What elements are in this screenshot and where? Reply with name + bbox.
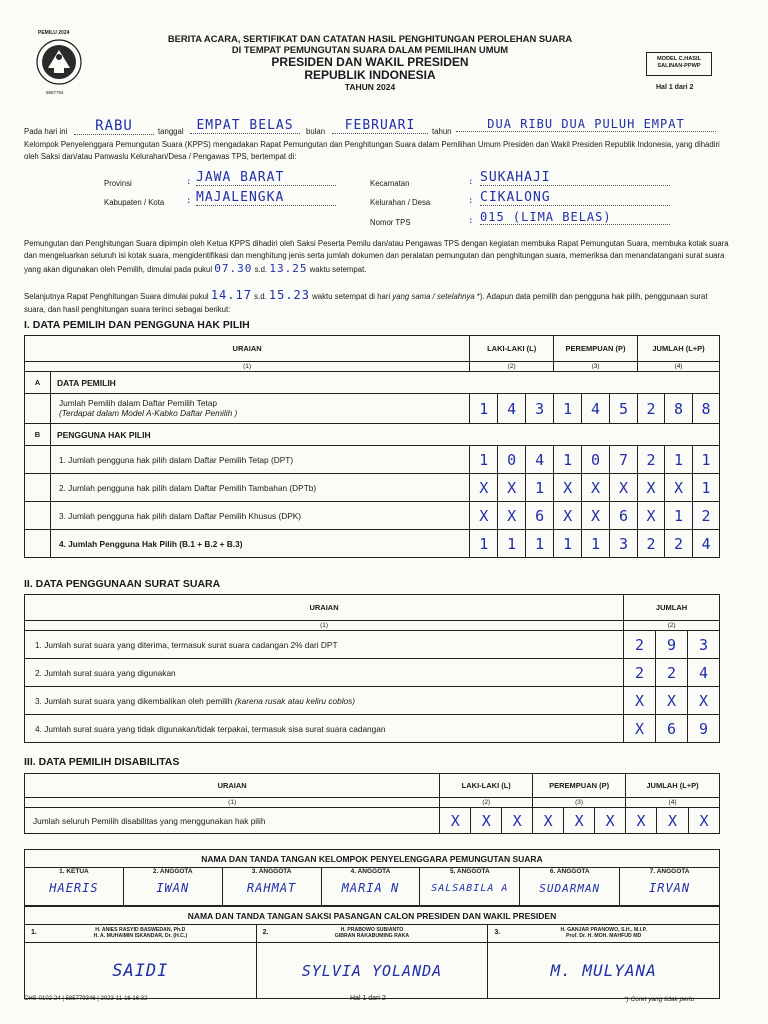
- kpps-signature: IWAN: [156, 881, 190, 895]
- digit-cell: 6: [610, 502, 638, 530]
- s1-a1-line2: (Terdapat dalam Model A-Kabko Daftar Pemilih ): [58, 407, 238, 418]
- digit-cell: 1: [554, 530, 582, 558]
- table-row: [25, 687, 720, 715]
- kpps-role: 5. ANGGOTA: [449, 868, 490, 875]
- saksi-no-2: 2.: [262, 929, 269, 936]
- body-p1-text: Pemungutan dan Penghitungan Suara dipimpin oleh Ketua KPPS dihadiri oleh Saksi Peserta Pemilu dan/atau Pengawas TPS dengan kegiatan membuka Rapat Pemungutan Suara, membuka kotak suara dan mengeluarkan seluruh isi kotak suara, mengidentifikasi dan menghitung jenis serta jumlah dokumen dan peralatan pemungutan dan penghitungan suara, memeriksa dan menandatangani surat suara yang akan digunakan oleh Pemilih, dimulai pada pukul: [24, 239, 729, 275]
- saksi-c2-a: H. PRABOWO SUBIANTO: [340, 926, 404, 933]
- s3-n3: (3): [533, 798, 626, 808]
- s1-a-letter: A: [25, 372, 51, 394]
- kpu-logo: [30, 30, 88, 100]
- digit-cell: X: [638, 474, 665, 502]
- digit-cell: 1: [692, 446, 719, 474]
- kpps-signature: MARIA N: [341, 881, 400, 895]
- count-end: 15.23: [268, 288, 310, 302]
- s1-h-l: LAKI-LAKI (L): [470, 336, 554, 362]
- tahun-value: DUA RIBU DUA PULUH EMPAT: [456, 117, 716, 132]
- kpps-signature: SALSABILA A: [431, 883, 509, 894]
- digit-cell: X: [664, 474, 692, 502]
- s1-n2: (2): [470, 362, 554, 372]
- s3-h-j: JUMLAH (L+P): [626, 774, 720, 798]
- kpps-role: 1. KETUA: [59, 868, 89, 875]
- digit-cell: X: [470, 502, 498, 530]
- bulan-label: bulan: [306, 127, 326, 136]
- saksi-c1-b: H. A. MUHAIMIN ISKANDAR, Dr. (H.C.): [93, 932, 188, 939]
- table-row: [25, 530, 720, 558]
- table-row: [25, 394, 720, 424]
- s2-r2-label: 2. Jumlah surat suara yang digunakan: [25, 659, 624, 687]
- provinsi-label: Provinsi: [104, 179, 132, 188]
- table-row: [25, 474, 720, 502]
- s2-n1: (1): [25, 621, 624, 631]
- s2-h-j: JUMLAH: [624, 595, 720, 621]
- digit-cell: X: [564, 808, 595, 834]
- kpps-role: 6. ANGGOTA: [549, 868, 590, 875]
- digit-cell: X: [498, 502, 526, 530]
- table-row: [25, 631, 720, 659]
- kpps-title: NAMA DAN TANDA TANGAN KELOMPOK PENYELENGGARA PEMUNGUTAN SUARA: [25, 850, 720, 868]
- body-paragraph-2: [24, 286, 729, 316]
- digit-cell: X: [624, 687, 656, 715]
- digit-cell: 3: [526, 394, 554, 424]
- kpps-signature: RAHMAT: [246, 881, 297, 895]
- s3-h-l: LAKI-LAKI (L): [440, 774, 533, 798]
- kabupaten-label: Kabupaten / Kota: [104, 198, 165, 207]
- kpps-members-row: [25, 868, 720, 906]
- digit-cell: 0: [582, 446, 610, 474]
- saksi-signature-3: M. MULYANA: [488, 943, 720, 999]
- saksi-signature-2: SYLVIA YOLANDA: [256, 943, 488, 999]
- kpps-signature: SUDARMAN: [539, 882, 601, 895]
- body-p2c: yang sama / setelahnya: [392, 292, 475, 301]
- header-page: Hal 1 dari 2: [656, 84, 694, 91]
- digit-cell: 1: [692, 474, 719, 502]
- digit-cell: 2: [638, 530, 665, 558]
- footer-code: CHS-0102-24 | 585779346 | 2023-11-16 16:32: [24, 996, 148, 1002]
- digit-cell: 2: [638, 446, 665, 474]
- logo-bottom-text: 5857794: [46, 90, 64, 95]
- digit-cell: 4: [692, 530, 719, 558]
- digit-cell: 1: [498, 530, 526, 558]
- start-time: 07.30: [214, 262, 253, 276]
- digit-cell: 9: [656, 631, 688, 659]
- digit-cell: 3: [610, 530, 638, 558]
- digit-cell: X: [688, 687, 720, 715]
- digit-cell: 2: [638, 394, 665, 424]
- digit-cell: X: [626, 808, 657, 834]
- model-line-2: SALINAN-PPWP: [657, 62, 701, 69]
- digit-cell: 7: [610, 446, 638, 474]
- s3-n4: (4): [626, 798, 720, 808]
- s1-b4-label: 4. Jumlah Pengguna Hak Pilih (B.1 + B.2 + B.3): [50, 530, 469, 558]
- count-start: 14.17: [210, 288, 252, 302]
- table-row: [25, 715, 720, 743]
- saksi-candidate-1: [25, 925, 257, 943]
- digit-cell: X: [582, 502, 610, 530]
- s3-n1: (1): [25, 798, 440, 808]
- kpps-member: [520, 868, 620, 906]
- table-row: [25, 446, 720, 474]
- digit-cell: 1: [470, 530, 498, 558]
- table-row: [25, 808, 720, 834]
- kpps-member: [25, 868, 124, 906]
- digit-cell: X: [502, 808, 533, 834]
- digit-cell: 0: [498, 446, 526, 474]
- s3-h-p: PEREMPUAN (P): [533, 774, 626, 798]
- body-paragraph-1: [24, 238, 729, 278]
- s2-r1-label: 1. Jumlah surat suara yang diterima, termasuk surat suara cadangan 2% dari DPT: [25, 631, 624, 659]
- kpps-member: [222, 868, 321, 906]
- kpps-member: [123, 868, 222, 906]
- digit-cell: X: [470, 474, 498, 502]
- digit-cell: 6: [656, 715, 688, 743]
- digit-cell: X: [554, 474, 582, 502]
- digit-cell: 2: [664, 530, 692, 558]
- digit-cell: 2: [624, 659, 656, 687]
- digit-cell: 1: [526, 474, 554, 502]
- digit-cell: 2: [692, 502, 719, 530]
- s2-n2: (2): [624, 621, 720, 631]
- saksi-c3-b: Prof. Dr. H. MOH. MAHFUD MD: [566, 932, 642, 939]
- table-row: [25, 659, 720, 687]
- digit-cell: X: [610, 474, 638, 502]
- footer-note: *) Coret yang tidak perlu: [624, 996, 695, 1003]
- digit-cell: 2: [656, 659, 688, 687]
- kpps-member: [620, 868, 720, 906]
- s1-b-title: PENGGUNA HAK PILIH: [50, 424, 719, 446]
- saksi-c2-b: GIBRAN RAKABUMING RAKA: [334, 932, 410, 939]
- tps-value: 015 (LIMA BELAS): [480, 210, 670, 225]
- body-p1b: waktu setempat.: [309, 265, 367, 275]
- kpps-role: 2. ANGGOTA: [152, 868, 193, 875]
- kecamatan-value: SUKAHAJI: [480, 170, 670, 186]
- s1-b2-label: 2. Jumlah pengguna hak pilih dalam Daftar Pemilih Tambahan (DPTb): [50, 474, 469, 502]
- footer-page: Hal 1 dari 2: [350, 995, 386, 1002]
- kpps-member: [321, 868, 420, 906]
- digit-cell: 4: [526, 446, 554, 474]
- digit-cell: X: [595, 808, 626, 834]
- s1-a1-label: [50, 394, 469, 424]
- s1-a1-line1: Jumlah Pemilih dalam Daftar Pemilih Tetap: [58, 397, 217, 408]
- kpps-signature: HAERIS: [49, 881, 99, 895]
- saksi-candidate-3: [488, 925, 720, 943]
- section-3-table: [24, 773, 720, 834]
- digit-cell: 1: [582, 530, 610, 558]
- tanggal-label: tanggal: [158, 127, 184, 136]
- s1-n1: (1): [25, 362, 470, 372]
- digit-cell: X: [657, 808, 689, 834]
- s1-h-p: PEREMPUAN (P): [554, 336, 638, 362]
- model-line-1: MODEL C.HASIL: [656, 56, 702, 62]
- saksi-signature-1: SAIDI: [25, 943, 257, 999]
- kpps-member: [420, 868, 520, 906]
- title-line-5: TAHUN 2024: [344, 82, 396, 93]
- digit-cell: X: [624, 715, 656, 743]
- digit-cell: X: [638, 502, 665, 530]
- digit-cell: X: [498, 474, 526, 502]
- digit-cell: X: [582, 474, 610, 502]
- s2-r3b: (karena rusak atau keliru coblos): [234, 695, 356, 706]
- digit-cell: 5: [610, 394, 638, 424]
- s1-b3-label: 3. Jumlah pengguna hak pilih dalam Daftar Pemilih Khusus (DPK): [50, 502, 469, 530]
- digit-cell: X: [656, 687, 688, 715]
- title-line-3: PRESIDEN DAN WAKIL PRESIDEN: [271, 54, 469, 69]
- intro-text: Kelompok Penyelenggara Pemungutan Suara (KPPS) mengadakan Rapat Pemungutan dan Penghitungan Suara dalam Pemilihan Umum Presiden dan Wakil Presiden Republik Indonesia, yang dihadiri oleh Saksi dan/atau Panwaslu Kelurahan/Desa / Pengawas TPS, bertempat di:: [24, 140, 720, 161]
- kelurahan-value: CIKALONG: [480, 190, 670, 206]
- s1-n3: (3): [554, 362, 638, 372]
- digit-cell: 2: [624, 631, 656, 659]
- saksi-candidate-2: [256, 925, 488, 943]
- kpps-role: 3. ANGGOTA: [251, 868, 292, 875]
- hari-value: RABU: [74, 118, 154, 135]
- body-p2b: waktu setempat di hari: [312, 292, 391, 301]
- s3-r1-label: Jumlah seluruh Pemilih disabilitas yang menggunakan hak pilih: [25, 808, 440, 834]
- kpps-role: 7. ANGGOTA: [649, 868, 690, 875]
- digit-cell: 1: [526, 530, 554, 558]
- model-box: [646, 52, 712, 76]
- title-line-4: REPUBLIK INDONESIA: [304, 68, 436, 83]
- section-3-title: III. DATA PEMILIH DISABILITAS: [24, 756, 180, 768]
- s2-r4-label: 4. Jumlah surat suara yang tidak digunakan/tidak terpakai, termasuk sisa surat suara cadangan: [25, 715, 624, 743]
- tanggal-value: EMPAT BELAS: [190, 118, 300, 134]
- digit-cell: X: [471, 808, 502, 834]
- digit-cell: 1: [470, 394, 498, 424]
- digit-cell: 8: [692, 394, 719, 424]
- kpps-role: 4. ANGGOTA: [350, 868, 391, 875]
- saksi-c3-a: H. GANJAR PRANOWO, S.H., M.I.P.: [560, 926, 647, 933]
- section-1-table: [24, 335, 720, 558]
- title-line-2: DI TEMPAT PEMUNGUTAN SUARA DALAM PEMILIHAN UMUM: [231, 43, 509, 55]
- s2-r3-label: [25, 687, 624, 715]
- section-2-table: [24, 594, 720, 743]
- s1-b-letter: B: [25, 424, 51, 446]
- s1-b1-label: 1. Jumlah pengguna hak pilih dalam Daftar Pemilih Tetap (DPT): [50, 446, 469, 474]
- digit-cell: 9: [688, 715, 720, 743]
- s2-r3a: 3. Jumlah surat suara yang dikembalikan oleh pemilih: [35, 695, 233, 706]
- digit-cell: 3: [688, 631, 720, 659]
- kabupaten-value: MAJALENGKA: [196, 190, 336, 206]
- bulan-value: FEBRUARI: [332, 118, 428, 134]
- provinsi-value: JAWA BARAT: [196, 170, 336, 186]
- kecamatan-label: Kecamatan: [370, 179, 410, 188]
- digit-cell: 4: [688, 659, 720, 687]
- section-1-title: I. DATA PEMILIH DAN PENGGUNA HAK PILIH: [24, 319, 250, 331]
- table-row: [25, 502, 720, 530]
- kpps-signature: IRVAN: [649, 881, 691, 895]
- digit-cell: X: [533, 808, 564, 834]
- kpps-signature-table: [24, 849, 720, 906]
- digit-cell: 4: [498, 394, 526, 424]
- digit-cell: 1: [554, 446, 582, 474]
- body-p2d: *). Adapun data pemilih dan pengguna hak pilih, penggunaan surat suara, dan hasil penghitungan suara terinci sebagai berikut:: [24, 292, 708, 314]
- s1-h-j: JUMLAH (L+P): [638, 336, 720, 362]
- tps-label: Nomor TPS: [370, 218, 411, 227]
- logo-top-text: PEMILU 2024: [38, 30, 70, 36]
- pada-hari-ini-label: Pada hari ini: [24, 127, 68, 136]
- sd-label-2: s.d.: [254, 292, 267, 301]
- s1-n4: (4): [638, 362, 720, 372]
- digit-cell: 1: [470, 446, 498, 474]
- digit-cell: X: [440, 808, 471, 834]
- tahun-label: tahun: [432, 127, 452, 136]
- saksi-c1-a: H. ANIES RASYID BASWEDAN, Ph.D: [95, 926, 186, 933]
- saksi-no-1: 1.: [31, 929, 37, 936]
- digit-cell: X: [554, 502, 582, 530]
- saksi-title: NAMA DAN TANDA TANGAN SAKSI PASANGAN CALON PRESIDEN DAN WAKIL PRESIDEN: [25, 907, 720, 925]
- title-line-1: BERITA ACARA, SERTIFIKAT DAN CATATAN HASIL PENGHITUNGAN PEROLEHAN SUARA: [167, 33, 573, 44]
- digit-cell: 1: [554, 394, 582, 424]
- end-time: 13.25: [269, 262, 308, 276]
- digit-cell: 1: [664, 446, 692, 474]
- s2-h-uraian: URAIAN: [25, 595, 624, 621]
- digit-cell: 1: [664, 502, 692, 530]
- s1-h-uraian: URAIAN: [25, 336, 470, 362]
- saksi-no-3: 3.: [494, 929, 501, 936]
- s1-a-title: DATA PEMILIH: [50, 372, 719, 394]
- saksi-signature-table: [24, 906, 720, 999]
- s3-h-uraian: URAIAN: [25, 774, 440, 798]
- section-2-title: II. DATA PENGGUNAAN SURAT SUARA: [24, 578, 221, 590]
- digit-cell: 8: [664, 394, 692, 424]
- digit-cell: 4: [582, 394, 610, 424]
- body-p2a: Selanjutnya Rapat Penghitungan Suara dimulai pukul: [24, 292, 209, 301]
- s3-n2: (2): [440, 798, 533, 808]
- digit-cell: 6: [526, 502, 554, 530]
- sd-label-1: s.d.: [254, 265, 268, 275]
- kelurahan-label: Kelurahan / Desa: [370, 198, 431, 207]
- digit-cell: X: [688, 808, 719, 834]
